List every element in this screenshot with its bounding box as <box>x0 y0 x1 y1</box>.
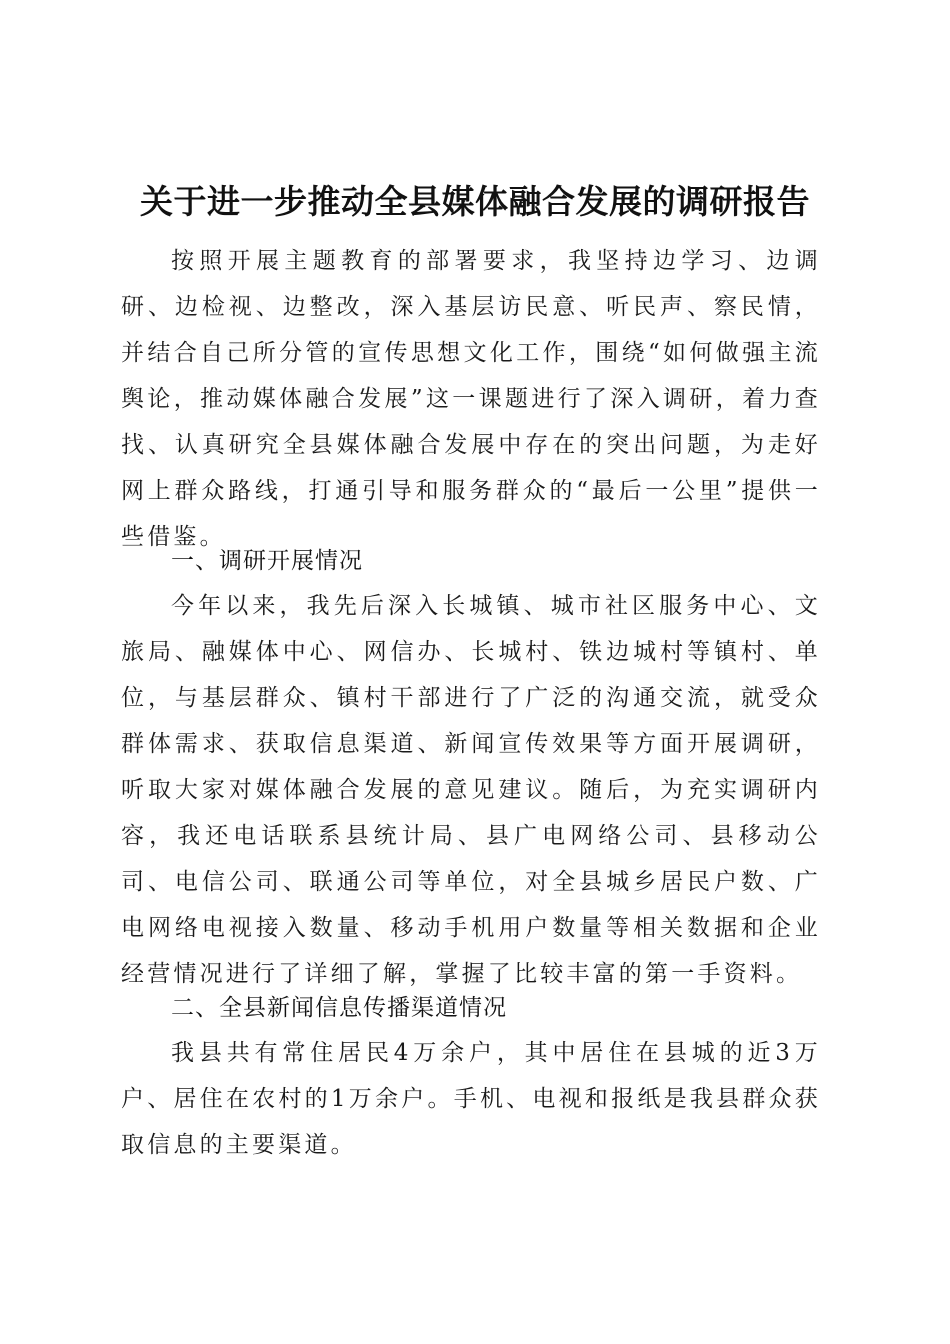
document-title: 关于进一步推动全县媒体融合发展的调研报告 <box>140 182 810 221</box>
news-channels-paragraph: 我县共有常住居民4万余户，其中居住在县城的近3万户、居住在农村的1万余户。手机、电视和报纸是我县群众获取信息的主要渠道。 <box>121 1040 821 1158</box>
research-status-paragraph: 今年以来，我先后深入长城镇、城市社区服务中心、文旅局、融媒体中心、网信办、长城村、铁边城村等镇村、单位，与基层群众、镇村干部进行了广泛的沟通交流，就受众群体需求、获取信息渠道、新闻宣传效果等方面开展调研，听取大家对媒体融合发展的意见建议。随后，为充实调研内容，我还电话联系县统计局、县广电网络公司、县移动公司、电信公司、联通公司等单位，对全县城乡居民户数、广电网络电视接入数量、移动手机用户数量等相关数据和企业经营情况进行了详细了解，掌握了比较丰富的第一手资料。 <box>121 593 821 987</box>
section-heading-news-channels: 二、全县新闻信息传播渠道情况 <box>171 995 507 1021</box>
section-heading-research-status: 一、调研开展情况 <box>171 548 363 574</box>
intro-paragraph: 按照开展主题教育的部署要求，我坚持边学习、边调研、边检视、边整改，深入基层访民意、听民声、察民情，并结合自己所分管的宣传思想文化工作，围绕“如何做强主流舆论，推动媒体融合发展”这一课题进行了深入调研，着力查找、认真研究全县媒体融合发展中存在的突出问题，为走好网上群众路线，打通引导和服务群众的“最后一公里”提供一些借鉴。 <box>121 248 821 550</box>
